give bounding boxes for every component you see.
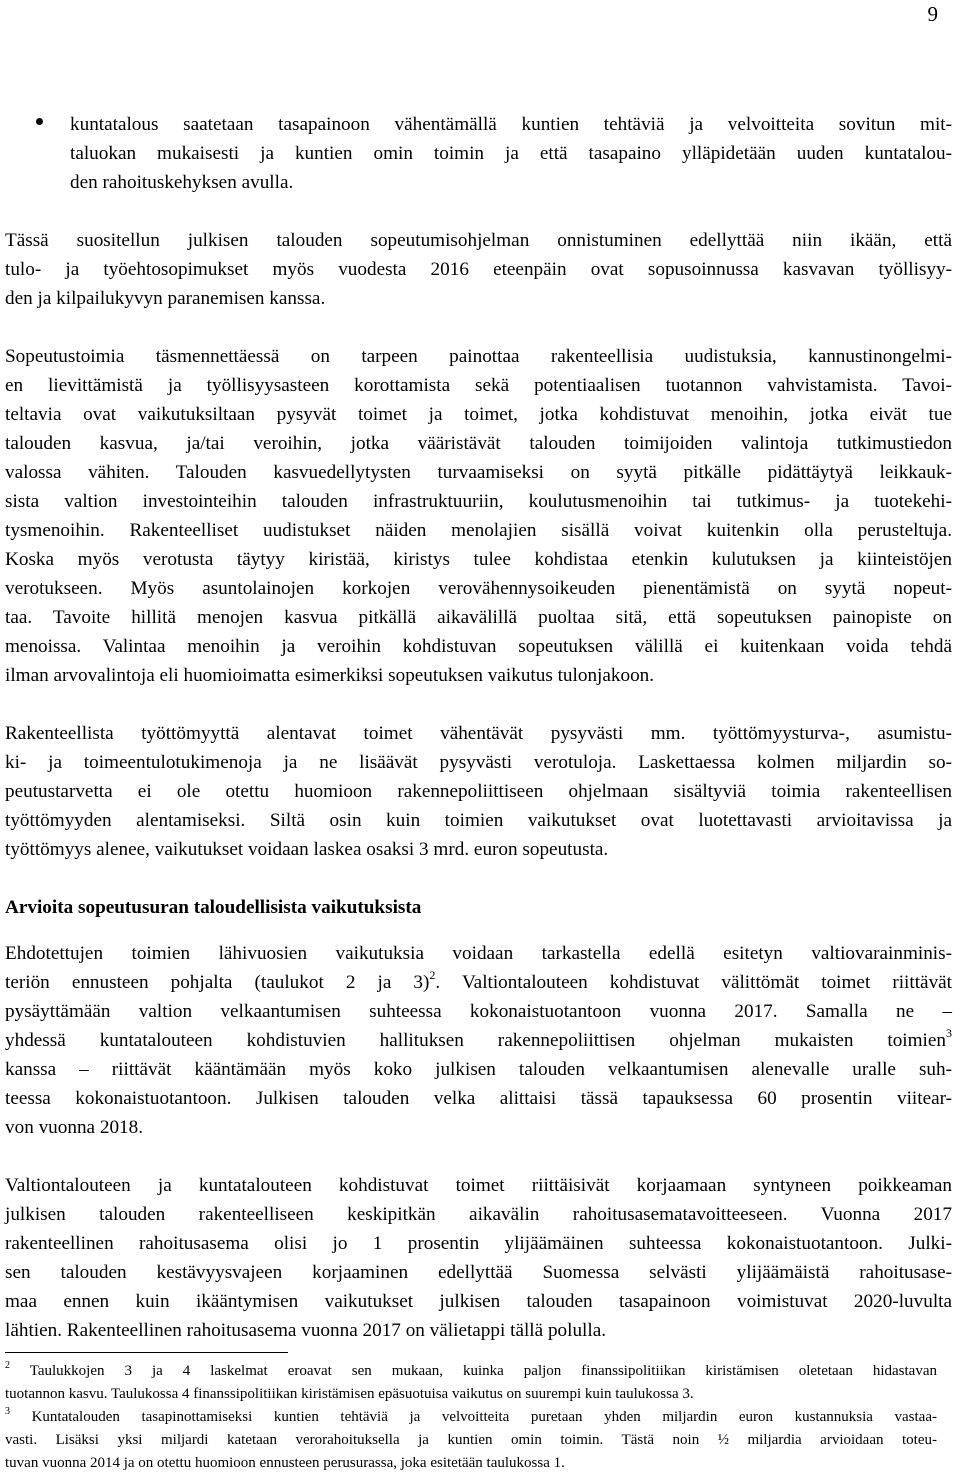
bullet-dot-icon [36,118,43,125]
footnote-separator [5,1352,288,1353]
paragraph-line: en lievittämistä ja työllisyysasteen korottamista sekä potentiaalisen tuotannon vahvistamista. Tavoi- [5,375,952,396]
line-text: . Valtiontalouteen kohdistuvat välittömät toimet riittävät [435,972,953,993]
paragraph-line: verotukseen. Myös asuntolainojen korkojen verovähennysoikeuden pienentämistä on syytä nopeut- [5,578,952,599]
paragraph-line: Koska myös verotusta täytyy kiristää, kiristys tulee kohdistaa etenkin kulutuksen ja kiinteistöjen [5,549,952,570]
paragraph-line: valossa vähiten. Talouden kasvuedellytysten turvaamiseksi on syytä pitkälle pidättäytyä leikkauk- [5,462,952,483]
paragraph-line: ilman arvovalintoja eli huomioimatta esimerkiksi sopeutuksen vaikutus tulonjakoon. [5,665,655,686]
paragraph-line: von vuonna 2018. [5,1117,144,1138]
paragraph-2 [5,342,952,690]
paragraph-line: taa. Tavoite hillitä menojen kasvua pitkällä aikavälillä puoltaa sitä, että sopeutuksen painopiste on [5,607,952,628]
paragraph-line: den ja kilpailukyvyn paranemisen kanssa. [5,288,326,309]
footnote-ref-3[interactable]: 3 [946,1025,952,1040]
paragraph-5 [5,1171,952,1345]
footnote-text: Kuntatalouden tasapinottamiseksi kuntien tehtäviä ja velvoitteita puretaan yhden miljardin euron kustannuksia vastaa- [10,1409,937,1425]
paragraph-line: Sopeutustoimia täsmennettäessä on tarpeen painottaa rakenteellisia uudistuksia, kannustinongelmi- [5,346,952,367]
paragraph-line: talouden kasvua, ja/tai veroihin, jotka vääristävät talouden toimijoiden valintoja tutkimustiedon [5,433,952,454]
section-heading: Arvioita sopeutusuran taloudellisista vaikutuksista [5,897,422,918]
footnotes [5,1360,937,1475]
paragraph-line: Rakenteellista työttömyyttä alentavat toimet vähentävät pysyvästi mm. työttömyysturva-, asumistu- [5,723,952,744]
paragraph-line: pysäyttämään valtion velkaantumisen suhteessa kokonaistuotantoon vuonna 2017. Samalla ne – [5,1001,952,1022]
footnote-ref-2[interactable]: 2 [429,967,436,982]
paragraph-line: Tässä suositellun julkisen talouden sopeutumisohjelman onnistuminen edellyttää niin ikään, että [5,230,952,251]
footnote-line: tuotannon kasvu. Taulukossa 4 finanssipolitiikan kiristämisen epäsuotuisa vaikutus on suurempi kuin taulukossa 3. [5,1386,694,1402]
bullet-line: den rahoituskehyksen avulla. [70,172,294,193]
paragraph-line [5,968,952,997]
paragraph-line: tulo- ja työehtosopimukset myös vuodesta 2016 eteenpäin ovat sopusoinnussa kasvavan työllisyy- [5,259,952,280]
bullet-line: kuntatalous saatetaan tasapainoon vähentämällä kuntien tehtäviä ja velvoitteita sovitun mit- [70,114,952,135]
page-number: 9 [927,2,938,26]
footnote-3 [5,1406,937,1475]
paragraph-line: tysmenoihin. Rakenteelliset uudistukset näiden menolajien sisällä voivat kuitenkin olla perusteltuja. [5,520,952,541]
bullet-item [5,110,952,197]
paragraph-line [5,1026,952,1055]
paragraph-line: teltavia ovat vaikutuksiltaan pysyvät toimet ja toimet, jotka kohdistuvat menoihin, jotka eivät tue [5,404,952,425]
paragraph-line: peutustarvetta ei ole otettu huomioon rakennepoliittiseen ohjelmaan sisältyviä toimia rakenteellisen [5,781,952,802]
paragraph-line: teessa kokonaistuotantoon. Julkisen talouden velka alittaisi tässä tapauksessa 60 prosentin viitear- [5,1088,952,1109]
paragraph-line: ki- ja toimeentulotukimenoja ja ne lisäävät pysyvästi verotuloja. Laskettaessa kolmen miljardin so- [5,752,952,773]
paragraph-4 [5,939,952,1142]
footnote-marker: 2 [5,1360,10,1371]
paragraph-line: sen talouden kestävyysvajeen korjaaminen edellyttää Suomessa selvästi ylijäämäistä rahoitusase- [5,1262,952,1283]
paragraph-line: Ehdotettujen toimien lähivuosien vaikutuksia voidaan tarkastella edellä esitetyn valtiovarainminis- [5,943,952,964]
paragraph-3 [5,719,952,864]
footnote-2 [5,1360,937,1406]
paragraph-line: sista valtion investointeihin talouden infrastruktuuriin, koulutusmenoihin tai tutkimus- ja tuotekehi- [5,491,952,512]
footnote-line: tuvan vuonna 2014 ja on otettu huomioon ennusteen perusurassa, joka esitetään taulukossa 1. [5,1455,565,1471]
page-body [5,110,952,1345]
bullet-line: taluokan mukaisesti ja kuntien omin toimin ja että tasapaino ylläpidetään uuden kuntatalou- [70,143,952,164]
paragraph-line: työttömyyden alentamiseksi. Siltä osin kuin toimien vaikutukset ovat luotettavasti arvioitavissa ja [5,810,952,831]
footnote-line: vasti. Lisäksi yksi miljardi katetaan verorahoituksella ja kuntien omin toimin. Tästä noin ½ miljardia arvioidaan toteu- [5,1432,937,1448]
paragraph-line: kanssa – riittävät kääntämään myös koko julkisen talouden velkaantumisen alenevalle uralle suh- [5,1059,952,1080]
paragraph-line: Valtiontalouteen ja kuntatalouteen kohdistuvat toimet riittäisivät korjaamaan syntyneen poikkeaman [5,1175,952,1196]
paragraph-line: rakenteellinen rahoitusasema olisi jo 1 prosentin ylijäämäinen suhteessa kokonaistuotantoon. Julki- [5,1233,952,1254]
paragraph-line: menoissa. Valintaa menoihin ja veroihin kohdistuvan sopeutuksen välillä ei kuitenkaan voida tehdä [5,636,952,657]
footnote-text: Taulukkojen 3 ja 4 laskelmat eroavat sen mukaan, kuinka paljon finanssipolitiikan kiristämisen oletetaan hidastavan [10,1363,937,1379]
paragraph-line: työttömyys alenee, vaikutukset voidaan laskea osaksi 3 mrd. euron sopeutusta. [5,839,609,860]
footnote-line [5,1360,937,1383]
paragraph-line: lähtien. Rakenteellinen rahoitusasema vuonna 2017 on välietappi tällä polulla. [5,1320,607,1341]
line-text: yhdessä kuntatalouteen kohdistuvien hallituksen rakennepoliittisen ohjelman mukaisten toimien [5,1030,946,1051]
footnote-line [5,1406,937,1429]
footnote-marker: 3 [5,1406,10,1417]
paragraph-1 [5,226,952,313]
paragraph-line: maa ennen kuin ikääntymisen vaikutukset julkisen talouden tasapainoon voimistuvat 2020-luvulta [5,1291,952,1312]
line-text: teriön ennusteen pohjalta (taulukot 2 ja 3) [5,972,430,993]
paragraph-line: julkisen talouden rakenteelliseen keskipitkän aikavälin rahoitusasematavoitteeseen. Vuonna 2017 [5,1204,952,1225]
